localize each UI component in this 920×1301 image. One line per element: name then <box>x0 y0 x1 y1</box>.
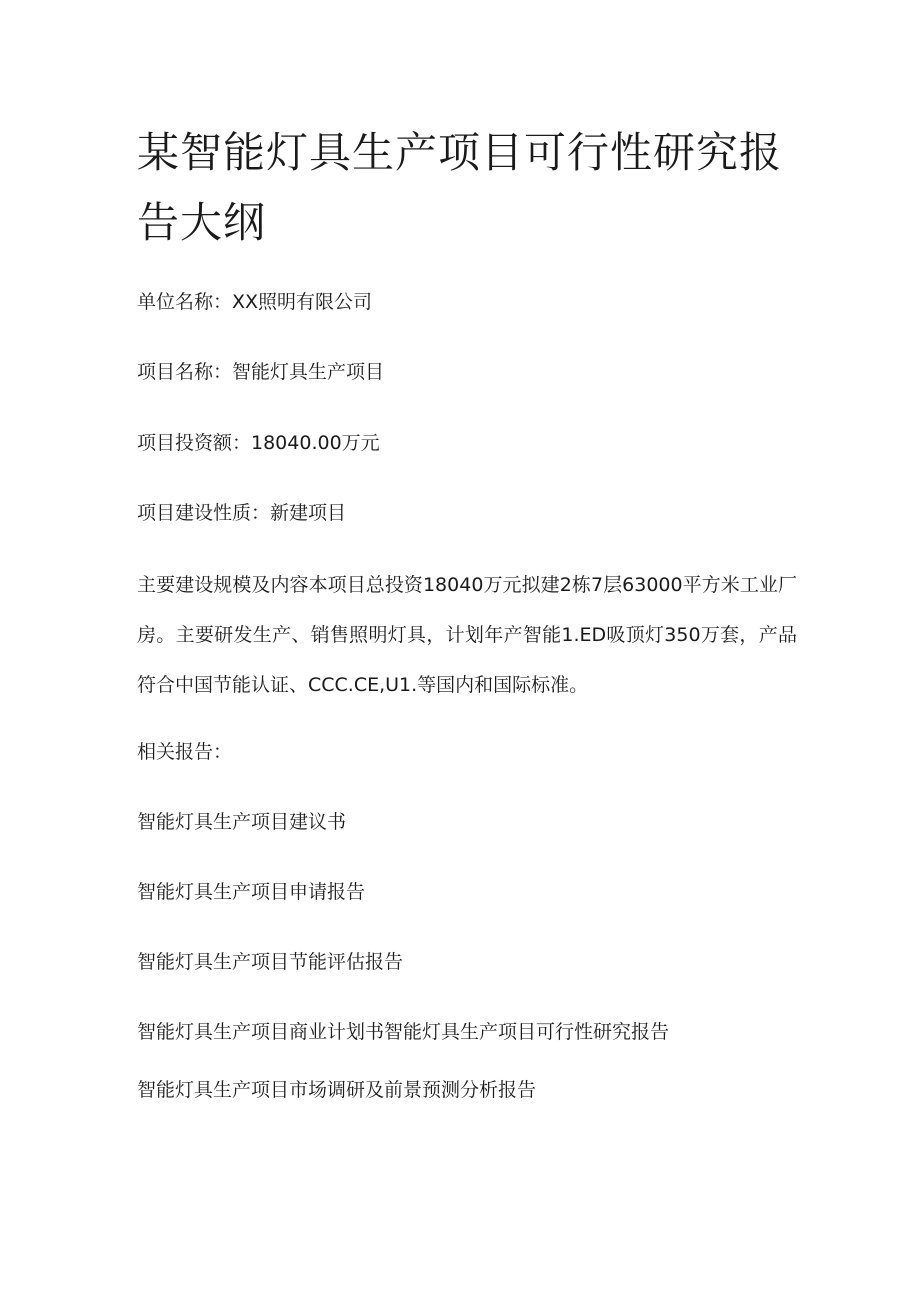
related-report-item: 智能灯具生产项目节能评估报告 <box>137 951 404 973</box>
project-name-line: 项目名称：智能灯具生产项目 <box>137 361 385 383</box>
related-report-item: 智能灯具生产项目建议书 <box>137 811 347 833</box>
related-reports-heading: 相关报告： <box>137 741 233 763</box>
related-report-item: 智能灯具生产项目申请报告 <box>137 881 366 903</box>
construction-nature-line: 项目建设性质：新建项目 <box>137 502 347 524</box>
related-report-item: 智能灯具生产项目商业计划书智能灯具生产项目可行性研究报告 <box>137 1021 670 1043</box>
related-report-item: 智能灯具生产项目市场调研及前景预测分析报告 <box>137 1079 537 1101</box>
unit-name-line: 单位名称：XX照明有限公司 <box>137 291 373 313</box>
construction-scope-paragraph: 主要建设规模及内容本项目总投资18040万元拟建2栋7层63000平方米工业厂房。主要研发生产、销售照明灯具，计划年产智能1.ED吸顶灯350万套，产品符合中国节能认证、CCC.CE,U1.等国内和国际标准。 <box>137 574 797 696</box>
document-title: 某智能灯具生产项目可行性研究报告大纲 <box>137 128 783 247</box>
investment-line: 项目投资额：18040.00万元 <box>137 432 380 454</box>
